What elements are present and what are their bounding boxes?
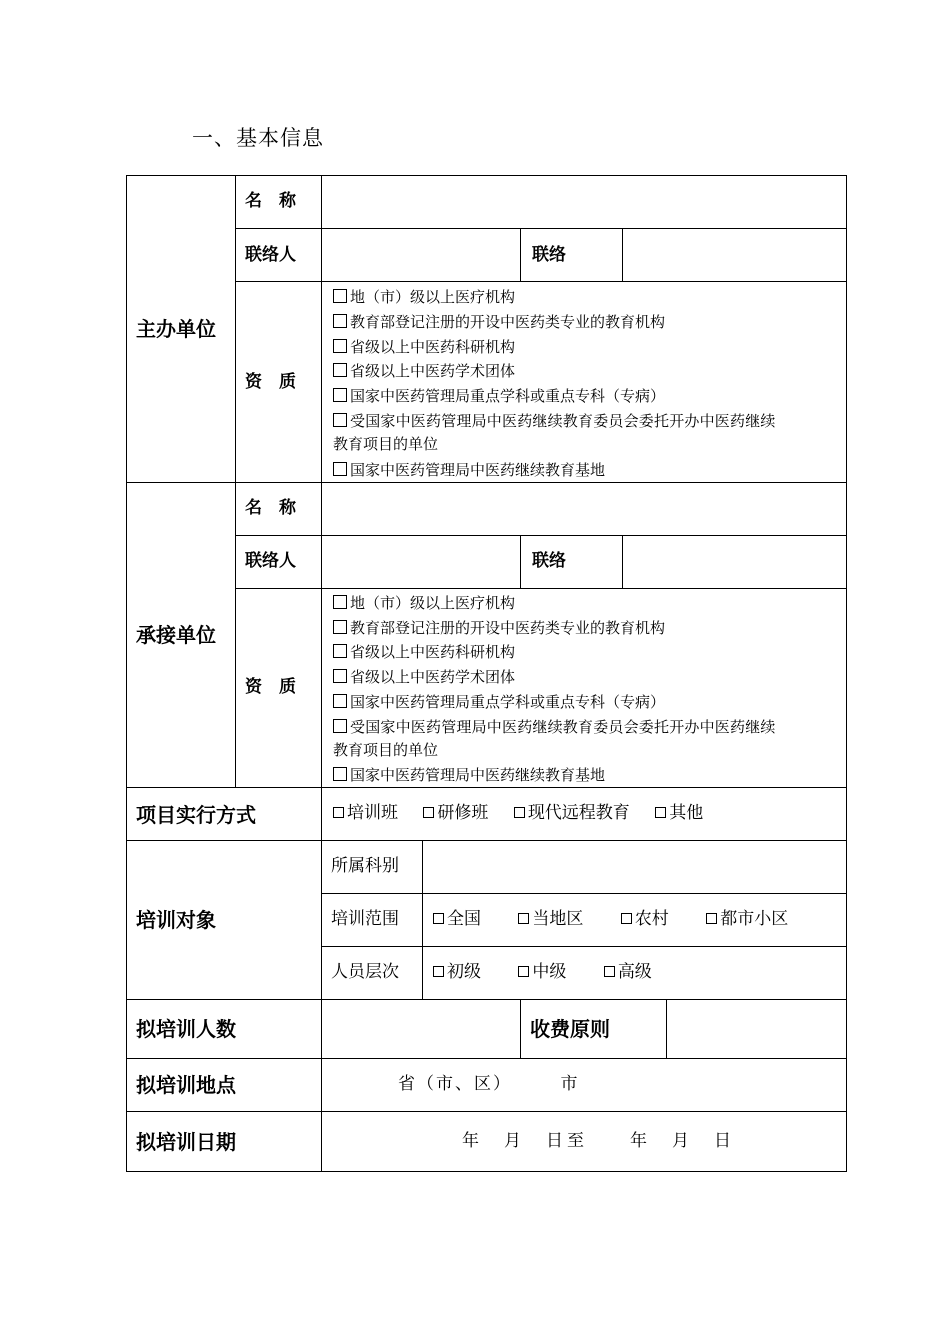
level-option[interactable]: 高级: [604, 962, 652, 982]
level-options: [433, 964, 672, 981]
checkbox[interactable]: [333, 413, 347, 427]
host-label: 主办单位: [136, 317, 216, 341]
checkbox[interactable]: [333, 807, 344, 818]
contractor-option[interactable]: 国家中医药管理局重点学科或重点专科（专病）: [333, 694, 665, 710]
checkbox[interactable]: [333, 767, 347, 781]
rule: [520, 535, 521, 589]
checkbox[interactable]: [706, 913, 717, 924]
host-option-cont: 教育项目的单位: [333, 435, 439, 453]
checkbox[interactable]: [518, 913, 529, 924]
level-label: 人员层次: [331, 962, 399, 982]
rule: [321, 893, 847, 894]
fee-field[interactable]: [668, 1001, 845, 1057]
dept-label: 所属科别: [331, 856, 399, 876]
rule: [235, 281, 847, 282]
level-option[interactable]: 初级: [433, 962, 481, 982]
checkbox[interactable]: [423, 807, 434, 818]
host-option[interactable]: 省级以上中医药学术团体: [333, 363, 515, 379]
rule: [235, 588, 847, 589]
contractor-label: 承接单位: [136, 623, 216, 647]
section-title: 一、基本信息: [192, 126, 324, 150]
rule: [321, 482, 322, 589]
contractor-contact2-field[interactable]: [624, 537, 845, 587]
checkbox[interactable]: [333, 314, 347, 328]
rule: [126, 1111, 847, 1112]
rule: [321, 282, 322, 483]
rule: [126, 999, 847, 1000]
rule: [126, 840, 847, 841]
contractor-option[interactable]: 受国家中医药管理局中医药继续教育委员会委托开办中医药继续: [333, 719, 776, 735]
contractor-contact-field[interactable]: [323, 537, 519, 587]
mode-option[interactable]: 研修班: [423, 803, 488, 823]
contractor-name-field[interactable]: [323, 484, 845, 534]
rule: [666, 999, 667, 1059]
contractor-option[interactable]: 教育部登记注册的开设中医药类专业的教育机构: [333, 620, 665, 636]
checkbox[interactable]: [333, 669, 347, 683]
date-label: 拟培训日期: [136, 1130, 236, 1154]
mode-option[interactable]: 其他: [655, 803, 703, 823]
mode-option[interactable]: 现代远程教育: [514, 803, 630, 823]
checkbox[interactable]: [333, 289, 347, 303]
host-contact2-field[interactable]: [624, 230, 845, 280]
host-option[interactable]: 受国家中医药管理局中医药继续教育委员会委托开办中医药继续: [333, 413, 776, 429]
host-option[interactable]: 地（市）级以上医疗机构: [333, 289, 515, 305]
host-option[interactable]: 国家中医药管理局重点学科或重点专科（专病）: [333, 388, 665, 404]
rule: [520, 999, 521, 1059]
contractor-option-cont: 教育项目的单位: [333, 741, 439, 759]
scope-option[interactable]: 全国: [433, 909, 481, 929]
checkbox[interactable]: [333, 363, 347, 377]
fee-label: 收费原则: [530, 1017, 610, 1041]
rule: [321, 840, 322, 1000]
checkbox[interactable]: [655, 807, 666, 818]
contractor-qual-label: 资 质: [245, 677, 296, 697]
scope-option[interactable]: 农村: [621, 909, 669, 929]
host-option[interactable]: 国家中医药管理局中医药继续教育基地: [333, 462, 605, 478]
contractor-option[interactable]: 地（市）级以上医疗机构: [333, 595, 515, 611]
host-option[interactable]: 省级以上中医药科研机构: [333, 339, 515, 355]
rule: [321, 787, 322, 841]
host-contact-field[interactable]: [323, 230, 519, 280]
scope-label: 培训范围: [331, 909, 399, 929]
level-option[interactable]: 中级: [518, 962, 566, 982]
checkbox[interactable]: [333, 719, 347, 733]
checkbox[interactable]: [514, 807, 525, 818]
checkbox[interactable]: [433, 913, 444, 924]
checkbox[interactable]: [333, 388, 347, 402]
rule: [321, 175, 322, 282]
rule: [321, 1058, 322, 1112]
checkbox[interactable]: [433, 966, 444, 977]
rule: [321, 999, 322, 1059]
place-text[interactable]: 省（市、区） 市: [398, 1074, 580, 1094]
host-contact2-label: 联络: [532, 245, 566, 265]
rule: [126, 787, 847, 788]
count-label: 拟培训人数: [136, 1017, 236, 1041]
contractor-option[interactable]: 省级以上中医药学术团体: [333, 669, 515, 685]
contractor-contact2-label: 联络: [532, 551, 566, 571]
contractor-name-label: 名 称: [245, 498, 296, 518]
host-name-field[interactable]: [323, 177, 845, 227]
rule: [235, 228, 847, 229]
rule: [321, 588, 322, 788]
host-option[interactable]: 教育部登记注册的开设中医药类专业的教育机构: [333, 314, 665, 330]
rule: [235, 175, 236, 787]
scope-option[interactable]: 都市小区: [706, 909, 788, 929]
host-qual-label: 资 质: [245, 372, 296, 392]
rule: [321, 1111, 322, 1172]
checkbox[interactable]: [621, 913, 632, 924]
rule: [422, 840, 423, 1000]
mode-label: 项目实行方式: [136, 803, 256, 827]
checkbox[interactable]: [333, 644, 347, 658]
scope-option[interactable]: 当地区: [518, 909, 583, 929]
checkbox[interactable]: [333, 339, 347, 353]
rule: [520, 228, 521, 282]
date-text[interactable]: 年 月 日至 年 月 日: [462, 1131, 735, 1151]
rule: [321, 946, 847, 947]
checkbox[interactable]: [604, 966, 615, 977]
checkbox[interactable]: [333, 694, 347, 708]
checkbox[interactable]: [333, 595, 347, 609]
dept-field[interactable]: [424, 842, 845, 892]
count-field[interactable]: [323, 1001, 519, 1057]
target-label: 培训对象: [136, 908, 216, 932]
checkbox[interactable]: [333, 462, 347, 476]
mode-option[interactable]: 培训班: [333, 803, 398, 823]
rule: [622, 228, 623, 282]
mode-options: [333, 805, 723, 822]
contractor-contact-label: 联络人: [245, 551, 296, 571]
host-name-label: 名 称: [245, 191, 296, 211]
checkbox[interactable]: [518, 966, 529, 977]
rule: [126, 1058, 847, 1059]
host-contact-label: 联络人: [245, 245, 296, 265]
scope-options: [433, 911, 808, 928]
rule: [235, 535, 847, 536]
contractor-option[interactable]: 国家中医药管理局中医药继续教育基地: [333, 767, 605, 783]
rule: [622, 535, 623, 589]
place-label: 拟培训地点: [136, 1073, 236, 1097]
contractor-option[interactable]: 省级以上中医药科研机构: [333, 644, 515, 660]
checkbox[interactable]: [333, 620, 347, 634]
